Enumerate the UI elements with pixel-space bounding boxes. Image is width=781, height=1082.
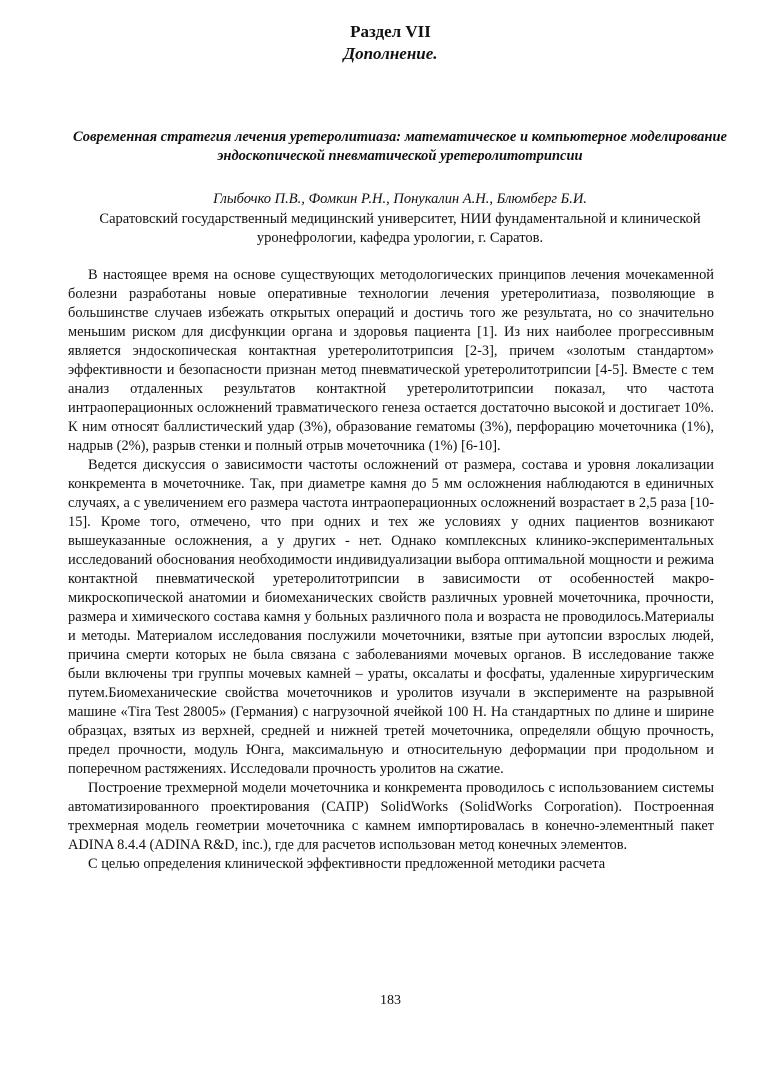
article-affiliation: Саратовский государственный медицинский университет, НИИ фундаментальной и клинической уронефрологии, кафедра урологии, г. Саратов.: [99, 211, 701, 246]
paragraph-efficacy: С целью определения клинической эффективности предложенной методики расчета: [88, 856, 606, 872]
paragraph-discussion-methods: Ведется дискуссия о зависимости частоты осложнений от размера, состава и уровня локализации конкремента в мочеточнике. Так, при диаметре камня до 5 мм осложнения наблюдаются в единичных случаях, а с увеличением его размера частота интраоперационных осложнений возрастает в 2,5 раза [10-15]. Кроме того, отмечено, что при одних и тех же условиях у одних пациентов возникают вышеуказанные осложнения, а у других - нет. Однако комплексных клинико-экспериментальных исследований обоснования необходимости индивидуализации выбора оптимальной мощности и режима контактной пневматической уретеролитотрипсии в зависимости от особенностей макро-микроскопической анатомии и биомеханических свойств различных уровней мочеточника, прочности, размера и химического состава камня у больных различного пола и возраста не проводилось.Материалы и методы. Материалом исследования послужили мочеточники, взятые при аутопсии взрослых людей, причина смерти которых не была связана с заболеваниями мочевых органов. В исследование также были включены три группы мочевых камней – ураты, оксалаты и фосфаты, удаленные хирургическим путем.Биомеханические свойства мочеточников и уролитов изучали в эксперименте на разрывной машине «Tira Test 28005» (Германия) с нагрузочной ячейкой 100 Н. На стандартных по длине и ширине образцах, взятых из верхней, средней и нижней третей мочеточника, определяли общую прочность, предел прочности, модуль Юнга, максимальную и относительную деформации при продольном и поперечном растяжениях. Исследовали прочность уролитов на сжатие.: [68, 457, 714, 777]
paragraph-modeling: Построение трехмерной модели мочеточника и конкремента проводилось с использованием системы автоматизированного проектирования (САПР) SolidWorks (SolidWorks Corporation). Построенная трехмерная модель геометрии мочеточника с камнем импортировалась в конечно-элементный пакет ADINA 8.4.4 (ADINA R&D, inc.), где для расчетов использован метод конечных элементов.: [68, 780, 714, 853]
section-number: Раздел VII: [350, 22, 431, 41]
page-number: 183: [380, 993, 401, 1008]
article-title: Современная стратегия лечения уретеролитиаза: математическое и компьютерное моделирование эндоскопической пневматической уретеролитотрипсии: [73, 129, 727, 164]
paragraph-intro: В настоящее время на основе существующих методологических принципов лечения мочекаменной болезни разработаны новые оперативные технологии лечения уретеролитиаза, позволяющие в большинстве случаев избежать открытых операций и достичь того же результата, но со значительно меньшим риском для дисфункции органа и здоровья пациента [1]. Из них наиболее прогрессивным является эндоскопическая контактная уретеролитотрипсия [2-3], причем «золотым стандартом» эффективности и безопасности признан метод пневматической уретеролитотрипсии [4-5]. Вместе с тем анализ отдаленных результатов контактной уретеролитотрипсии показал, что частота интраоперационных осложнений травматического генеза остается достаточно высокой и достигает 10%. К ним относят баллистический удар (3%), образование гематомы (3%), перфорацию мочеточника (1%), надрыв (2%), разрыв стенки и полный отрыв мочеточника (1%) [6-10].: [68, 267, 714, 454]
section-name: Дополнение.: [343, 44, 438, 63]
article-authors: Глыбочко П.В., Фомкин Р.Н., Понукалин А.Н., Блюмберг Б.И.: [213, 191, 587, 207]
article-body: [68, 266, 714, 874]
